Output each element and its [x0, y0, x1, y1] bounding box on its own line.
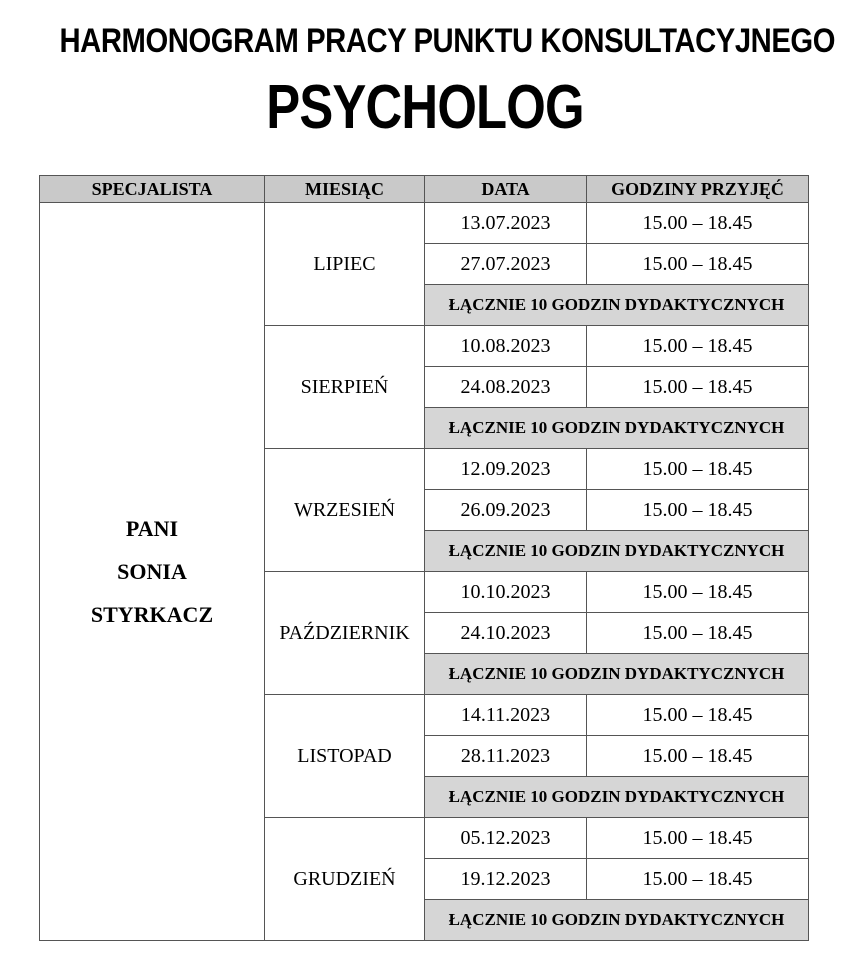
specialist-name-line: PANI — [125, 516, 179, 541]
total-hours-cell: ŁĄCZNIE 10 GODZIN DYDAKTYCZNYCH — [425, 900, 809, 941]
month-cell: GRUDZIEŃ — [265, 818, 425, 941]
month-cell: LIPIEC — [265, 203, 425, 326]
date-cell: 19.12.2023 — [425, 859, 587, 900]
session-row — [40, 203, 809, 244]
date-cell: 05.12.2023 — [425, 818, 587, 859]
total-hours-cell: ŁĄCZNIE 10 GODZIN DYDAKTYCZNYCH — [425, 777, 809, 818]
hours-cell: 15.00 – 18.45 — [587, 859, 809, 900]
specialist-name-line: STYRKACZ — [90, 602, 214, 627]
date-cell: 10.10.2023 — [425, 572, 587, 613]
month-cell: LISTOPAD — [265, 695, 425, 818]
date-cell: 24.10.2023 — [425, 613, 587, 654]
month-cell: PAŹDZIERNIK — [265, 572, 425, 695]
hours-cell: 15.00 – 18.45 — [587, 244, 809, 285]
hours-cell: 15.00 – 18.45 — [587, 367, 809, 408]
hours-cell: 15.00 – 18.45 — [587, 613, 809, 654]
date-cell: 10.08.2023 — [425, 326, 587, 367]
column-header-hours: GODZINY PRZYJĘĆ — [587, 176, 809, 203]
hours-cell: 15.00 – 18.45 — [587, 736, 809, 777]
date-cell: 14.11.2023 — [425, 695, 587, 736]
specialist-name-line: SONIA — [117, 559, 187, 584]
total-hours-cell: ŁĄCZNIE 10 GODZIN DYDAKTYCZNYCH — [425, 531, 809, 572]
document-subtitle: PSYCHOLOG — [266, 73, 584, 142]
date-cell: 12.09.2023 — [425, 449, 587, 490]
schedule-body — [40, 203, 809, 941]
hours-cell: 15.00 – 18.45 — [587, 572, 809, 613]
hours-cell: 15.00 – 18.45 — [587, 203, 809, 244]
document-title: HARMONOGRAM PRACY PUNKTU KONSULTACYJNEGO — [59, 22, 836, 60]
total-hours-cell: ŁĄCZNIE 10 GODZIN DYDAKTYCZNYCH — [425, 285, 809, 326]
date-cell: 13.07.2023 — [425, 203, 587, 244]
total-hours-cell: ŁĄCZNIE 10 GODZIN DYDAKTYCZNYCH — [425, 654, 809, 695]
hours-cell: 15.00 – 18.45 — [587, 490, 809, 531]
schedule-table — [39, 175, 809, 941]
hours-cell: 15.00 – 18.45 — [587, 449, 809, 490]
month-cell: WRZESIEŃ — [265, 449, 425, 572]
month-cell: SIERPIEŃ — [265, 326, 425, 449]
total-hours-cell: ŁĄCZNIE 10 GODZIN DYDAKTYCZNYCH — [425, 408, 809, 449]
date-cell: 24.08.2023 — [425, 367, 587, 408]
header-row — [40, 176, 809, 203]
column-header-date: DATA — [425, 176, 587, 203]
hours-cell: 15.00 – 18.45 — [587, 326, 809, 367]
date-cell: 27.07.2023 — [425, 244, 587, 285]
hours-cell: 15.00 – 18.45 — [587, 695, 809, 736]
date-cell: 26.09.2023 — [425, 490, 587, 531]
column-header-specialist: SPECJALISTA — [40, 176, 265, 203]
hours-cell: 15.00 – 18.45 — [587, 818, 809, 859]
specialist-cell — [40, 203, 265, 941]
date-cell: 28.11.2023 — [425, 736, 587, 777]
column-header-month: MIESIĄC — [265, 176, 425, 203]
